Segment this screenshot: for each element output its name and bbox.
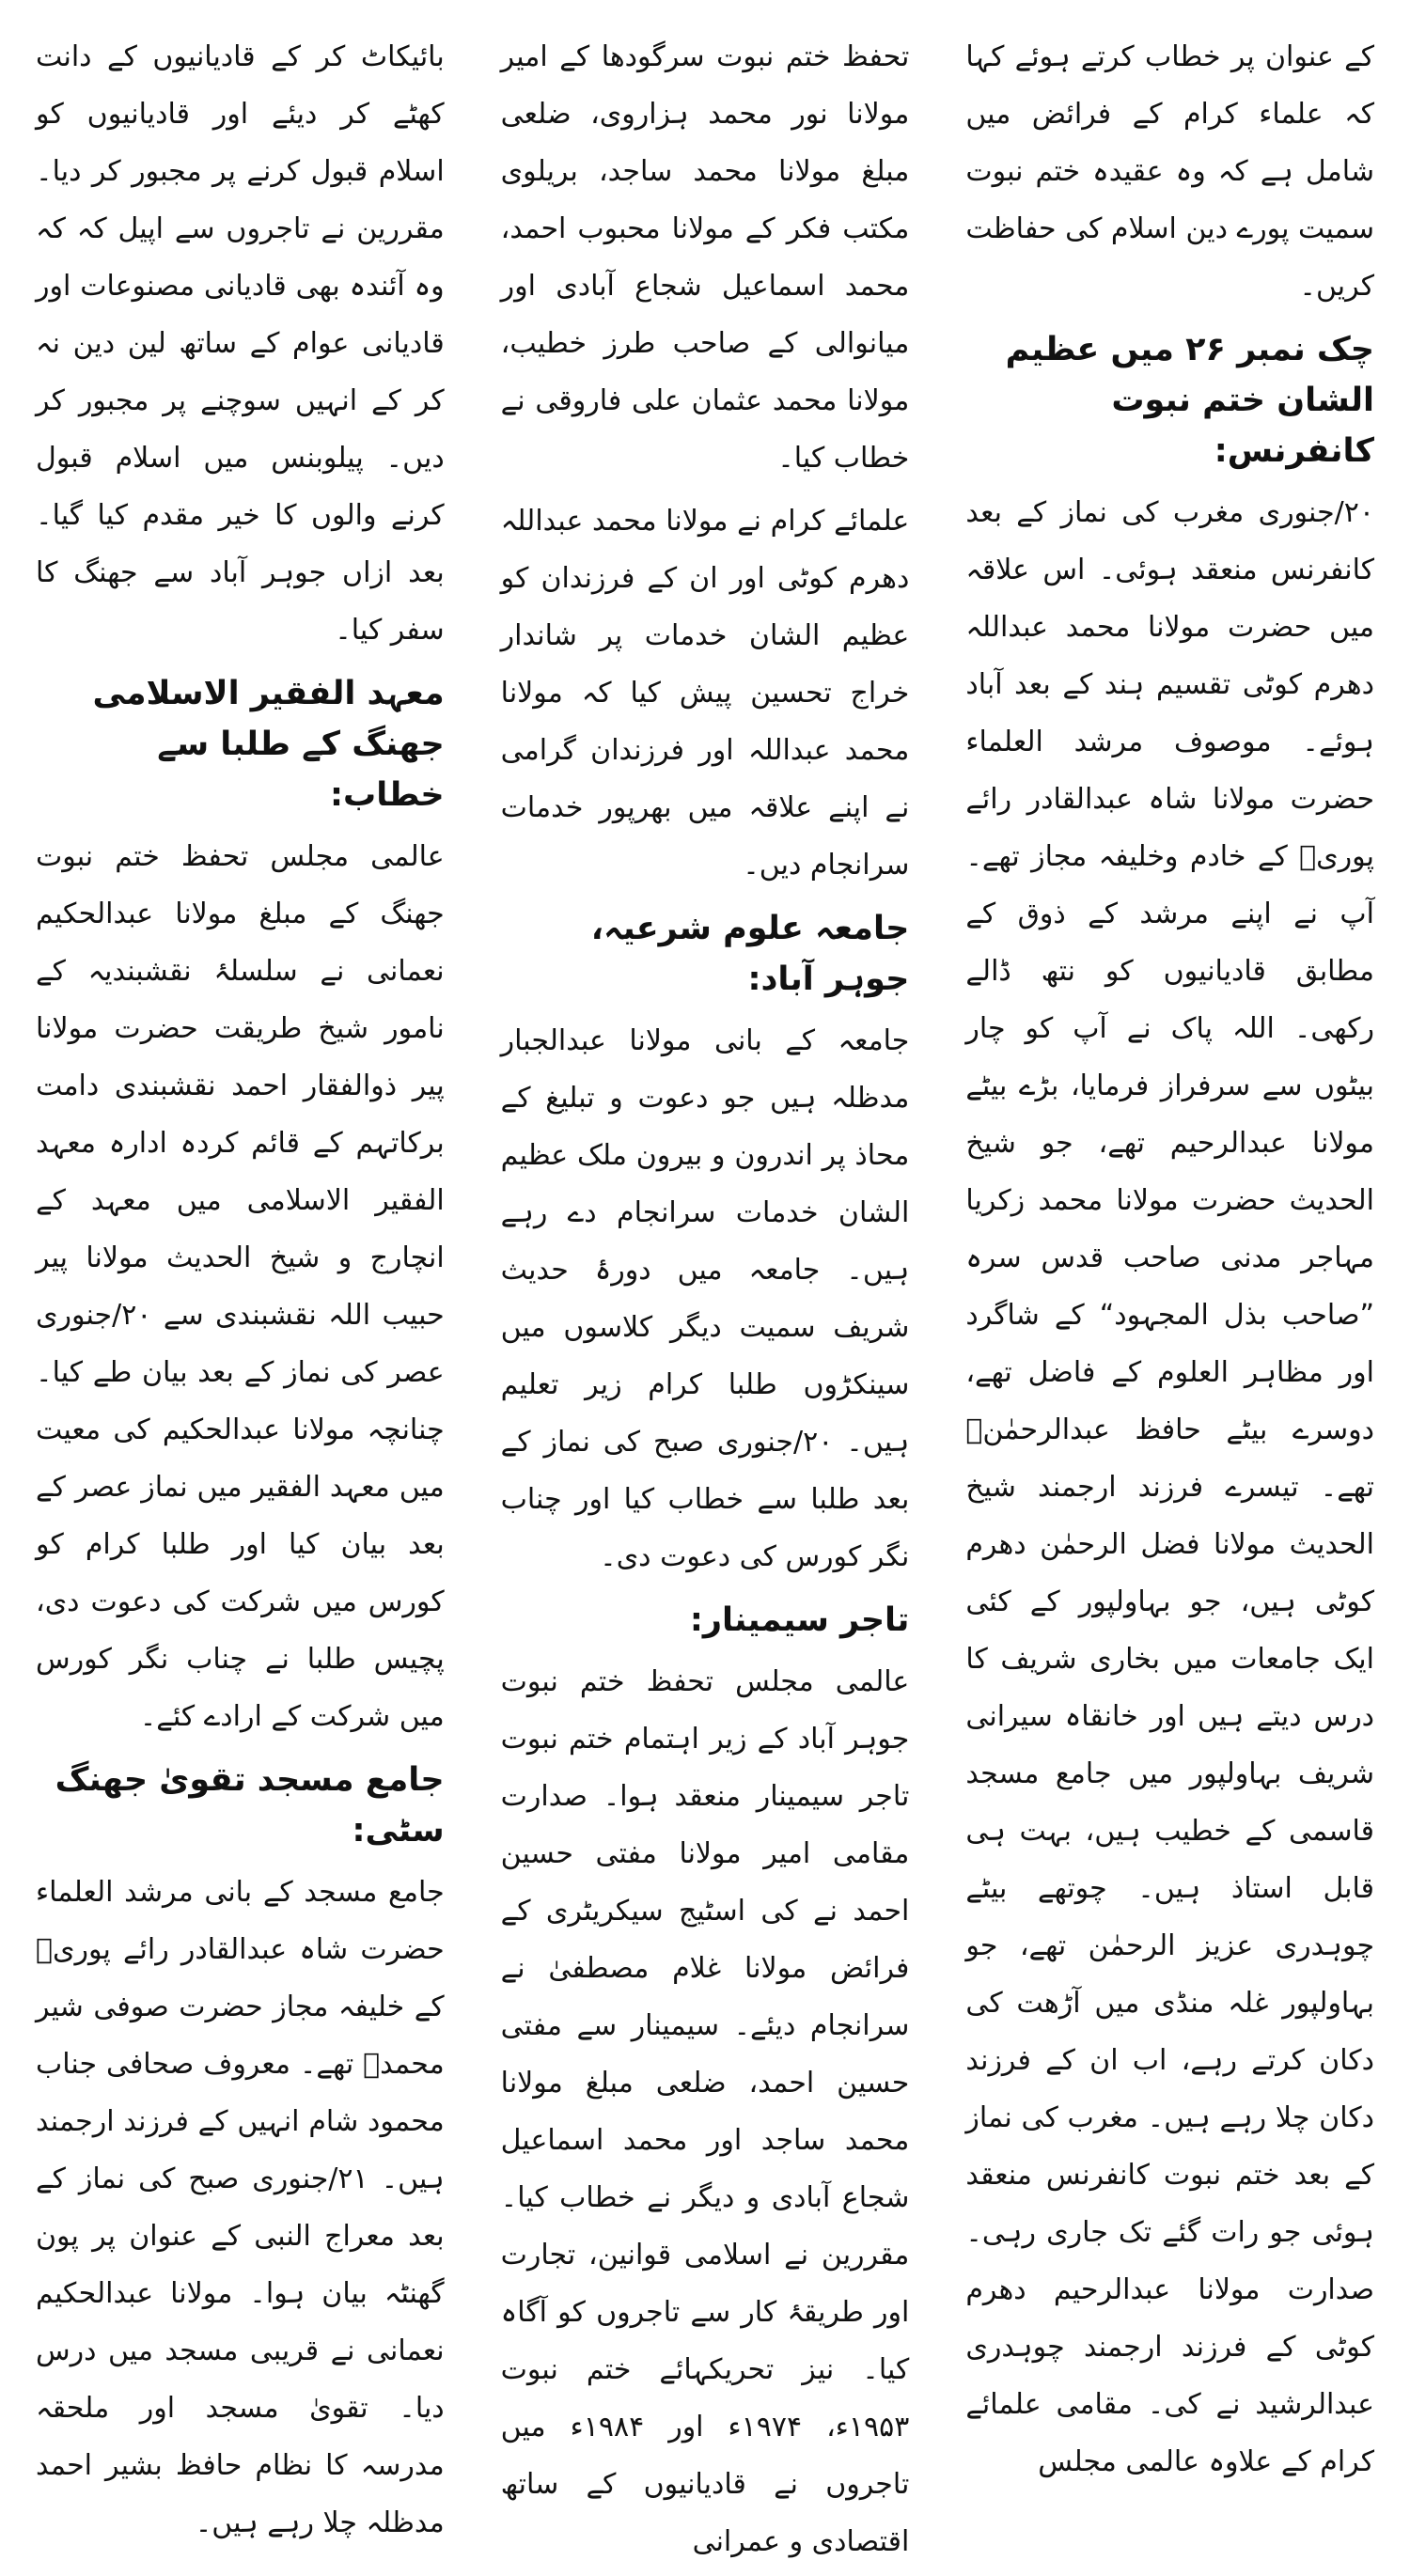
column-left xyxy=(36,28,445,2576)
paragraph: عالمی مجلس تحفظ ختم نبوت جھنگ کے مبلغ مولانا عبدالحکیم نعمانی نے سلسلۂ نقشبندیہ کے نامور شیخ طریقت حضرت مولانا پیر ذوالفقار احمد نقشبندی دامت برکاتہم کے قائم کردہ ادارہ معہد الفقیر الاسلامی میں معہد کے انچارج و شیخ الحدیث مولانا پیر حبیب اللہ نقشبندی سے ۲۰/جنوری عصر کی نماز کے بعد بیان طے کیا۔ چنانچہ مولانا عبدالحکیم کی معیت میں معہد الفقیر میں نماز عصر کے بعد بیان کیا اور طلبا کرام کو کورس میں شرکت کی دعوت دی، پچیس طلبا نے چناب نگر کورس میں شرکت کے ارادے کئے۔ xyxy=(36,840,445,1733)
section-heading: معہد الفقیر الاسلامی جھنگ کے طلبا سے خطاب: xyxy=(92,675,445,814)
section-heading: چک نمبر ۲۶ میں عظیم الشان ختم نبوت کانفرنس: xyxy=(1005,331,1374,470)
paragraph: بائیکاٹ کر کے قادیانیوں کے دانت کھٹے کر دیئے اور قادیانیوں کو اسلام قبول کرنے پر مجبور کر دیا۔ مقررین نے تاجروں سے اپیل کہ کہ وہ آئندہ بھی قادیانی مصنوعات اور قادیانی عوام کے ساتھ لین دین نہ کر کے انہیں سوچنے پر مجبور کر دیں۔ پیلوبنس میں اسلام قبول کرنے والوں کا خیر مقدم کیا گیا۔ بعد ازاں جوہر آباد سے جھنگ کا سفر کیا۔ xyxy=(36,40,445,647)
paragraph: کے عنوان پر خطاب کرتے ہوئے کہا کہ علماء کرام کے فرائض میں شامل ہے کہ وہ عقیدہ ختم نبوت سمیت پورے دین اسلام کی حفاظت کریں۔ xyxy=(965,40,1374,303)
section-heading: جامعہ علوم شرعیہ، جوہر آباد: xyxy=(590,910,910,998)
paragraph: جامع مسجد کے بانی مرشد العلماء حضرت شاہ عبدالقادر رائے پوریؒ کے خلیفہ مجاز حضرت صوفی شیر محمدؒ تھے۔ معروف صحافی جناب محمود شام انہیں کے فرزند ارجمند ہیں۔ ۲۱/جنوری صبح کی نماز کے بعد معراج النبی کے عنوان پر پون گھنٹہ بیان ہوا۔ مولانا عبدالحکیم نعمانی نے قریبی مسجد میں درس دیا۔ تقویٰ مسجد اور ملحقہ مدرسہ کا نظام حافظ بشیر احمد مدظلہ چلا رہے ہیں۔ xyxy=(36,1876,445,2539)
paragraph: تحفظ ختم نبوت سرگودھا کے امیر مولانا نور محمد ہزاروی، ضلعی مبلغ مولانا محمد ساجد، بریلوی مکتب فکر کے مولانا محبوب احمد، محمد اسماعیل شجاع آبادی اور میانوالی کے صاحب طرز خطیب، مولانا محمد عثمان علی فاروقی نے خطاب کیا۔ xyxy=(500,40,910,475)
column-middle xyxy=(501,28,910,2576)
column-right xyxy=(965,28,1374,2576)
section-heading: تاجر سیمینار: xyxy=(689,1601,910,1639)
paragraph: علمائے کرام نے مولانا محمد عبداللہ دھرم کوٹی اور ان کے فرزندان کو عظیم الشان خدمات پر شاندار خراج تحسین پیش کیا کہ مولانا محمد عبداللہ اور فرزندان گرامی نے اپنے علاقہ میں بھرپور خدمات سرانجام دیں۔ xyxy=(500,505,910,882)
section-heading: جامع مسجد تقویٰ جھنگ سٹی: xyxy=(55,1761,445,1850)
paragraph: عالمی مجلس تحفظ ختم نبوت جوہر آباد کے زیر اہتمام ختم نبوت تاجر سیمینار منعقد ہوا۔ صدارت مقامی امیر مولانا مفتی حسین احمد نے کی اسٹیج سیکریٹری کے فرائض مولانا غلام مصطفیٰ نے سرانجام دیئے۔ سیمینار سے مفتی حسین احمد، ضلعی مبلغ مولانا محمد ساجد اور محمد اسماعیل شجاع آبادی و دیگر نے خطاب کیا۔ مقررین نے اسلامی قوانین، تجارت اور طریقۂ کار سے تاجروں کو آگاہ کیا۔ نیز تحریکہائے ختم نبوت ۱۹۵۳ء، ۱۹۷۴ء اور ۱۹۸۴ء میں تاجروں نے قادیانیوں کے ساتھ اقتصادی و عمرانی xyxy=(500,1665,910,2558)
paragraph: جامعہ کے بانی مولانا عبدالجبار مدظلہ ہیں جو دعوت و تبلیغ کے محاذ پر اندرون و بیرون ملک عظیم الشان خدمات سرانجام دے رہے ہیں۔ جامعہ میں دورۂ حدیث شریف سمیت دیگر کلاسوں میں سینکڑوں طلبا کرام زیر تعلیم ہیں۔ ۲۰/جنوری صبح کی نماز کے بعد طلبا سے خطاب کیا اور چناب نگر کورس کی دعوت دی۔ xyxy=(500,1024,910,1573)
paragraph: ۲۰/جنوری مغرب کی نماز کے بعد کانفرنس منعقد ہوئی۔ اس علاقہ میں حضرت مولانا محمد عبداللہ دھرم کوٹی تقسیم ہند کے بعد آباد ہوئے۔ موصوف مرشد العلماء حضرت مولانا شاہ عبدالقادر رائے پوریؒ کے خادم وخلیفہ مجاز تھے۔ آپ نے اپنے مرشد کے ذوق کے مطابق قادیانیوں کو نتھ ڈالے رکھی۔ اللہ پاک نے آپ کو چار بیٹوں سے سرفراز فرمایا، بڑے بیٹے مولانا عبدالرحیم تھے، جو شیخ الحدیث حضرت مولانا محمد زکریا مہاجر مدنی صاحب قدس سرہ ”صاحب بذل المجہود“ کے شاگرد اور مظاہر العلوم کے فاضل تھے، دوسرے بیٹے حافظ عبدالرحمٰنؒ تھے۔ تیسرے فرزند ارجمند شیخ الحدیث مولانا فضل الرحمٰن دھرم کوٹی ہیں، جو بہاولپور کے کئی ایک جامعات میں بخاری شریف کا درس دیتے ہیں اور خانقاہ سیرانی شریف بہاولپور میں جامع مسجد قاسمی کے خطیب ہیں، بہت ہی قابل استاذ ہیں۔ چوتھے بیٹے چوہدری عزیز الرحمٰن تھے، جو بہاولپور غلہ منڈی میں آڑھت کی دکان کرتے رہے، اب ان کے فرزند دکان چلا رہے ہیں۔ مغرب کی نماز کے بعد ختم نبوت کانفرنس منعقد ہوئی جو رات گئے تک جاری رہی۔ صدارت مولانا عبدالرحیم دھرم کوٹی کے فرزند ارجمند چوہدری عبدالرشید نے کی۔ مقامی علمائے کرام کے علاوہ عالمی مجلس xyxy=(965,496,1374,2478)
